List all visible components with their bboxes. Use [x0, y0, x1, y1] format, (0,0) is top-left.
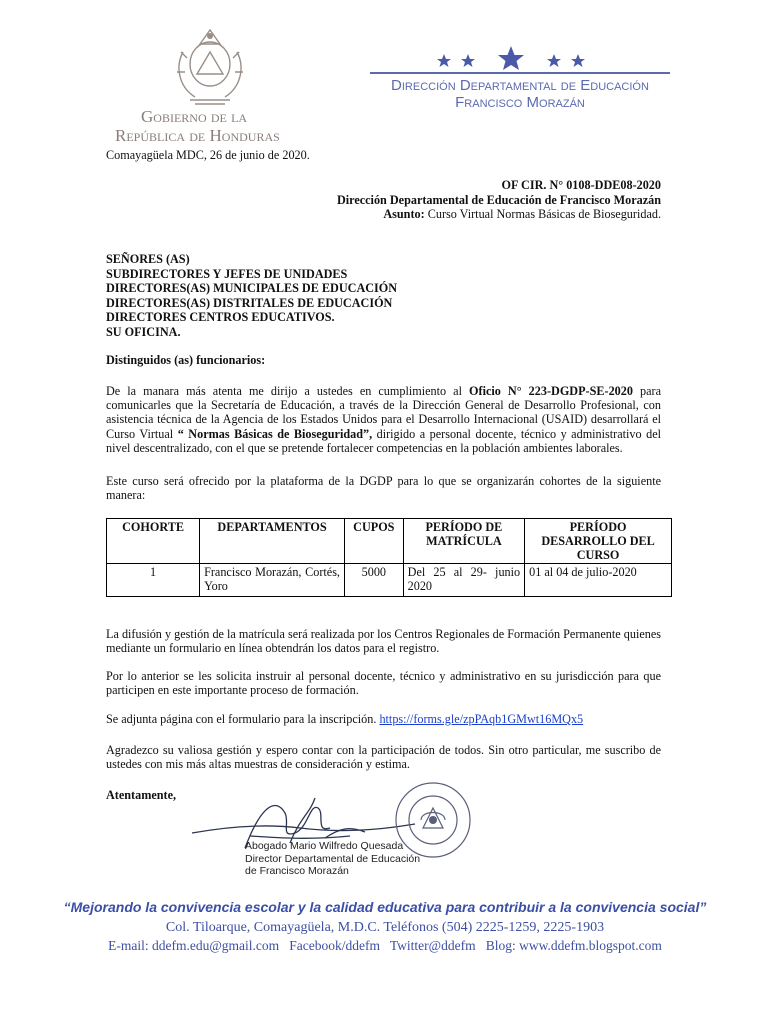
government-name-line1: Gobierno de la — [141, 107, 248, 126]
footer-contacts: E-mail: ddefm.edu@gmail.com Facebook/ddefm Twitter@ddefm Blog: www.ddefm.blogspot.com — [108, 938, 662, 953]
department-name-line2: Francisco Morazán — [455, 94, 585, 111]
footer-motto: “Mejorando la convivencia escolar y la calidad educativa para contribuir a la convivencia social” — [63, 899, 707, 915]
table-header: DEPARTAMENTOS — [200, 519, 345, 564]
cohort-table — [106, 518, 672, 597]
table-cell: 01 al 04 de julio-2020 — [525, 564, 672, 597]
attachment-text: Se adjunta página con el formulario para la inscripción. — [106, 712, 380, 726]
signatory-block — [245, 840, 420, 878]
table-cell: Del 25 al 29- junio 2020 — [403, 564, 524, 597]
paragraph-diffusion: La difusión y gestión de la matrícula será realizada por los Centros Regionales de Formación Permanente quienes mediante un formulario en línea obtendrán los datos para el registro. — [106, 627, 661, 656]
closing: Atentamente, — [106, 788, 177, 802]
table-row — [107, 564, 672, 597]
recipient-line: DIRECTORES(AS) DISTRITALES DE EDUCACIÓN — [106, 295, 393, 310]
header-divider — [370, 72, 670, 74]
table-cell: Francisco Morazán, Cortés, Yoro — [200, 564, 345, 597]
table-header: PERÍODO DESARROLLO DEL CURSO — [525, 519, 672, 564]
recipient-line: DIRECTORES CENTROS EDUCATIVOS. — [106, 310, 335, 325]
government-name — [115, 107, 315, 145]
department-name-line1: Dirección Departamental de Educación — [391, 77, 649, 94]
reference-number: OF CIR. N° 0108-DDE08-2020 — [501, 178, 661, 192]
intro-text-a: De la manara más atenta me dirijo a ustedes en cumplimiento al — [106, 384, 470, 398]
table-header-row — [107, 519, 672, 564]
intro-text-c: para comunicarles que la Secretaría de Educación, a través de la Dirección General de Desarrollo Profesional, con asistencia técnica de la Agencia de los Estados Unidos para el Desarrollo Internacional (USAID) desarrollará el Curso Virtual — [106, 384, 661, 441]
table-cell: 1 — [107, 564, 200, 597]
registration-form-link[interactable]: https://forms.gle/zpPAqb1GMwt16MQx5 — [379, 712, 584, 726]
paragraph-attachment — [106, 712, 661, 726]
reference-block — [280, 178, 661, 222]
signatory-title: Director Departamental de Educación — [245, 852, 421, 865]
coat-of-arms-emblem — [165, 22, 255, 107]
paragraph-request: Por lo anterior se les solicita instruir al personal docente, técnico y administrativo en su jurisdicción para que participen en este importante proceso de formación. — [106, 669, 661, 698]
recipient-line: SUBDIRECTORES Y JEFES DE UNIDADES — [106, 266, 348, 281]
subject-text: Curso Virtual Normas Básicas de Bioseguridad. — [424, 207, 661, 222]
table-header: PERÍODO DE MATRÍCULA — [403, 519, 524, 564]
date-line: Comayagüela MDC, 26 de junio de 2020. — [106, 148, 310, 162]
recipients-block — [106, 252, 397, 340]
table-header: CUPOS — [344, 519, 403, 564]
paragraph-cohorts: Este curso será ofrecido por la plataforma de la DGDP para lo que se organizarán cohortes de la siguiente manera: — [106, 474, 661, 503]
footer-address: Col. Tiloarque, Comayagüela, M.D.C. Teléfonos (504) 2225-1259, 2225-1903 — [165, 920, 605, 935]
table-header: COHORTE — [107, 519, 200, 564]
subject-label: Asunto: — [383, 207, 425, 222]
intro-oficio-ref: Oficio N° 223-DGDP-SE-2020 — [469, 384, 633, 398]
recipient-line: DIRECTORES(AS) MUNICIPALES DE EDUCACIÓN — [106, 281, 398, 296]
paragraph-intro — [106, 384, 661, 455]
table-cell: 5000 — [344, 564, 403, 597]
department-name — [370, 77, 670, 111]
government-name-line2: República de Honduras — [115, 126, 280, 145]
paragraph-thanks: Agradezco su valiosa gestión y espero contar con la participación de todos. Sin otro particular, me suscribo de ustedes con mis más altas muestras de consideración y estima. — [106, 743, 661, 772]
reference-subject — [280, 207, 661, 222]
recipient-line: SU OFICINA. — [106, 324, 181, 339]
intro-course-name: “ Normas Básicas de Bioseguridad”, — [177, 426, 373, 441]
reference-issuer: Dirección Departamental de Educación de Francisco Morazán — [336, 192, 661, 207]
recipient-line: SEÑORES (AS) — [106, 252, 190, 266]
intro-text-e: dirigido a personal docente, técnico y administrativo del nivel descentralizado, con el que se pretende fortalecer competencias en la población ambientes laborales. — [106, 426, 661, 455]
signatory-name: Abogado Mario Wilfredo Quesada — [245, 840, 404, 852]
signatory-place: de Francisco Morazán — [245, 865, 349, 877]
salutation: Distinguidos (as) funcionarios: — [106, 353, 266, 367]
